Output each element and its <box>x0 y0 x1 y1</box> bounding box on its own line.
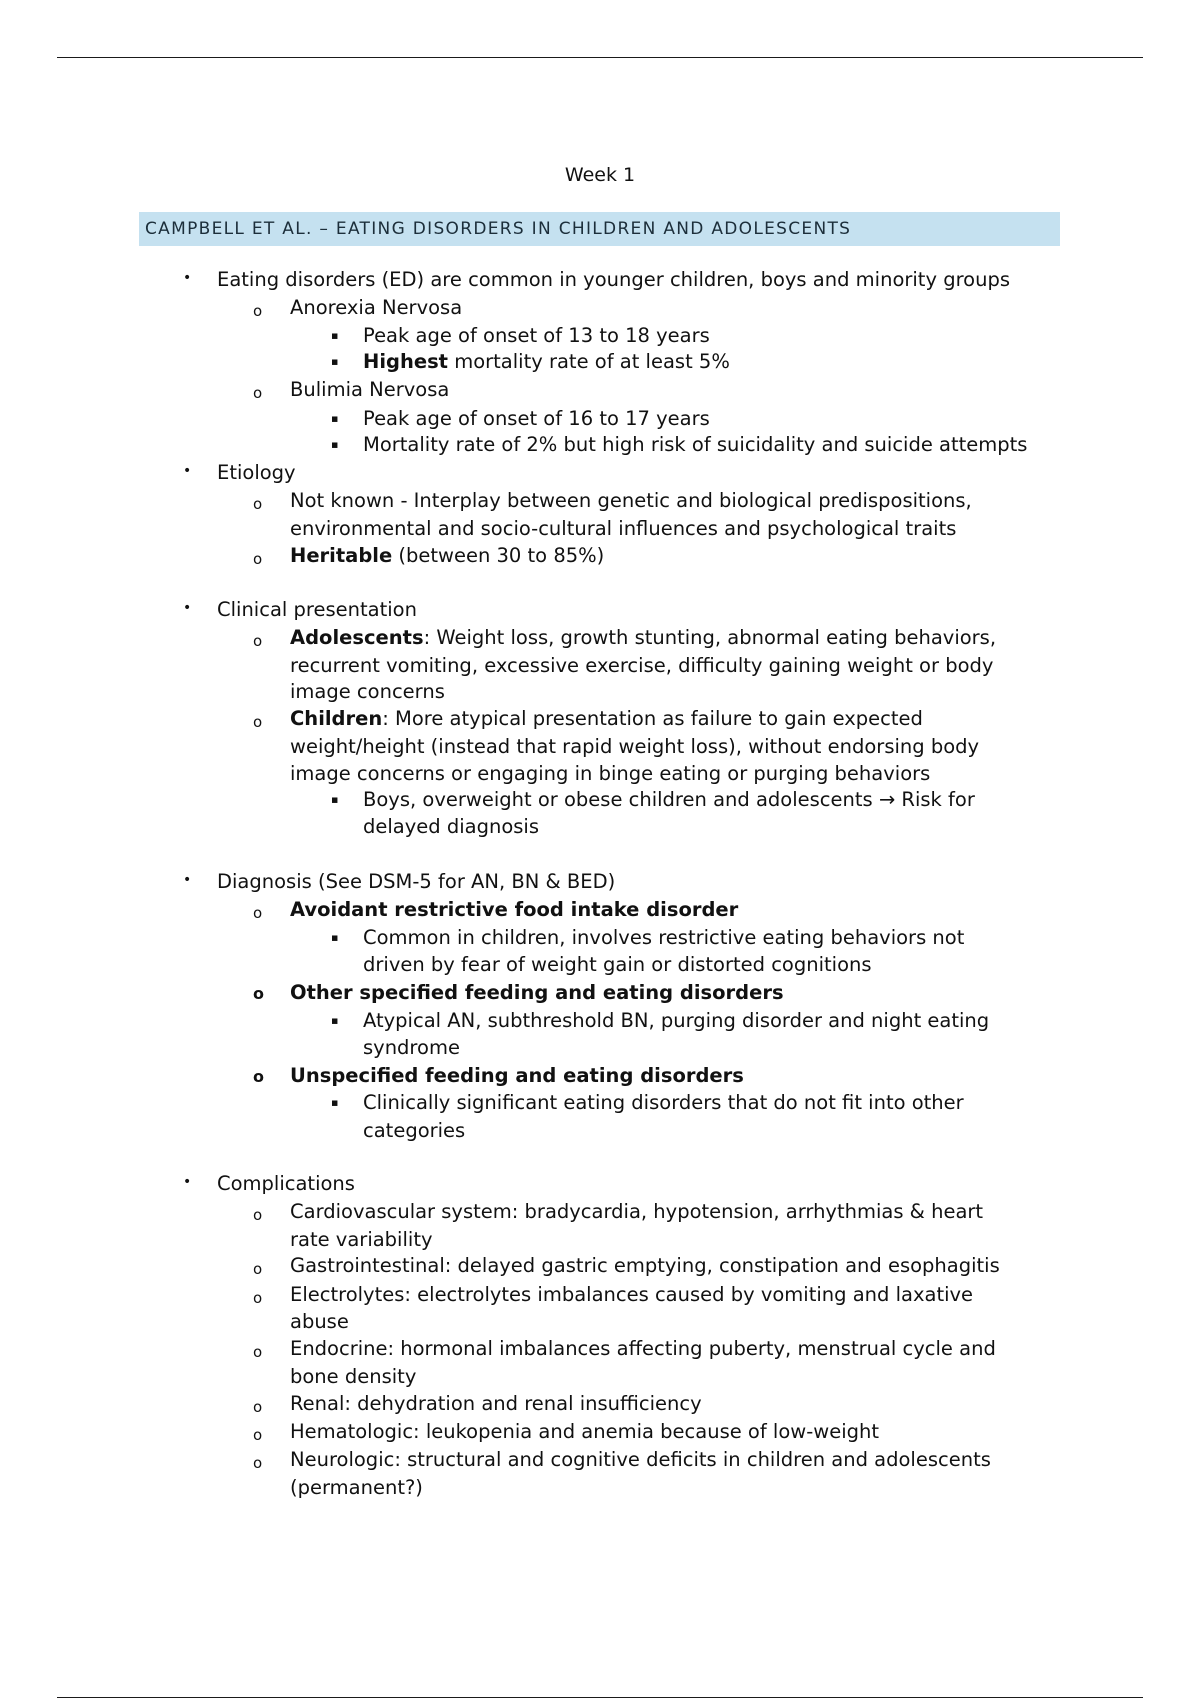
bullet-disc: • <box>183 463 192 479</box>
list-item: Not known - Interplay between genetic and biological predispositions, <box>290 489 972 512</box>
list-item: Peak age of onset of 13 to 18 years <box>363 324 710 347</box>
header-rule <box>57 57 1143 58</box>
list-item: Clinically significant eating disorders that do not fit into other <box>363 1091 964 1114</box>
list-item: Electrolytes: electrolytes imbalances caused by vomiting and laxative <box>290 1283 974 1306</box>
list-item: Atypical AN, subthreshold BN, purging disorder and night eating <box>363 1009 990 1032</box>
list-item: Bulimia Nervosa <box>290 378 450 401</box>
section-heading: CAMPBELL ET AL. – EATING DISORDERS IN CHILDREN AND ADOLESCENTS <box>139 212 1060 246</box>
bullet-square: ▪ <box>331 1014 339 1027</box>
list-item: Gastrointestinal: delayed gastric emptying, constipation and esophagitis <box>290 1254 1000 1277</box>
bullet-circle: o <box>253 302 263 320</box>
list-item-continuation: abuse <box>290 1310 349 1333</box>
bullet-square: ▪ <box>331 355 339 368</box>
list-item: Children: More atypical presentation as failure to gain expected <box>290 707 923 730</box>
bold-term: Highest <box>363 350 448 373</box>
list-item: Peak age of onset of 16 to 17 years <box>363 407 710 430</box>
bold-term: Heritable <box>290 544 393 567</box>
list-item: Neurologic: structural and cognitive deficits in children and adolescents <box>290 1448 991 1471</box>
list-item: Hematologic: leukopenia and anemia because of low-weight <box>290 1420 879 1443</box>
list-item-continuation: environmental and socio-cultural influences and psychological traits <box>290 517 957 540</box>
bullet-disc: • <box>183 1174 192 1190</box>
list-item: Common in children, involves restrictive eating behaviors not <box>363 926 965 949</box>
bullet-disc: • <box>183 872 192 888</box>
list-item: Renal: dehydration and renal insufficiency <box>290 1392 702 1415</box>
bold-term: Children <box>290 707 383 730</box>
bullet-disc: • <box>183 600 192 616</box>
list-item-continuation: (permanent?) <box>290 1476 423 1499</box>
list-item: Clinical presentation <box>217 598 417 621</box>
bullet-square: ▪ <box>331 412 339 425</box>
bullet-circle: o <box>253 550 263 568</box>
bullet-circle: o <box>253 632 263 650</box>
bold-term: Adolescents <box>290 626 424 649</box>
list-item-continuation: bone density <box>290 1365 417 1388</box>
list-item: Endocrine: hormonal imbalances affecting puberty, menstrual cycle and <box>290 1337 996 1360</box>
list-item: Diagnosis (See DSM-5 for AN, BN & BED) <box>217 870 616 893</box>
bullet-circle: o <box>253 1426 263 1444</box>
list-item: Heritable (between 30 to 85%) <box>290 544 605 567</box>
bullet-circle: o <box>253 1289 263 1307</box>
footer-rule <box>57 1697 1143 1698</box>
list-item-continuation: driven by fear of weight gain or distorted cognitions <box>363 953 872 976</box>
list-item-continuation: image concerns or engaging in binge eating or purging behaviors <box>290 762 931 785</box>
bullet-circle: o <box>253 1206 263 1224</box>
bullet-circle: o <box>253 1260 263 1278</box>
list-item: Eating disorders (ED) are common in younger children, boys and minority groups <box>217 268 1010 291</box>
bullet-circle: o <box>253 1454 263 1472</box>
bullet-circle: o <box>253 1067 264 1086</box>
list-item-continuation: recurrent vomiting, excessive exercise, difficulty gaining weight or body <box>290 654 994 677</box>
list-item: Highest mortality rate of at least 5% <box>363 350 730 373</box>
list-item-heading: Unspecified feeding and eating disorders <box>290 1064 744 1087</box>
list-item: Mortality rate of 2% but high risk of suicidality and suicide attempts <box>363 433 1028 456</box>
bullet-square: ▪ <box>331 1096 339 1109</box>
bullet-square: ▪ <box>331 329 339 342</box>
list-item: Etiology <box>217 461 296 484</box>
bullet-disc: • <box>183 270 192 286</box>
bullet-circle: o <box>253 495 263 513</box>
bullet-circle: o <box>253 1398 263 1416</box>
bullet-circle: o <box>253 904 263 922</box>
list-item-continuation: weight/height (instead that rapid weight loss), without endorsing body <box>290 735 980 758</box>
list-item-continuation: rate variability <box>290 1228 433 1251</box>
list-item-continuation: categories <box>363 1119 466 1142</box>
bullet-circle: o <box>253 1343 263 1361</box>
page-title: Week 1 <box>564 164 636 186</box>
list-item: Cardiovascular system: bradycardia, hypotension, arrhythmias & heart <box>290 1200 984 1223</box>
list-item-heading: Avoidant restrictive food intake disorder <box>290 898 739 921</box>
list-item: Anorexia Nervosa <box>290 296 463 319</box>
list-item: Adolescents: Weight loss, growth stunting, abnormal eating behaviors, <box>290 626 997 649</box>
list-item: Boys, overweight or obese children and adolescents → Risk for <box>363 788 975 811</box>
list-item-continuation: delayed diagnosis <box>363 815 540 838</box>
bullet-square: ▪ <box>331 438 339 451</box>
bullet-circle: o <box>253 984 264 1003</box>
list-item-heading: Other specified feeding and eating disorders <box>290 981 784 1004</box>
bullet-circle: o <box>253 384 263 402</box>
list-item-continuation: syndrome <box>363 1036 460 1059</box>
bullet-square: ▪ <box>331 931 339 944</box>
bullet-square: ▪ <box>331 793 339 806</box>
list-item-continuation: image concerns <box>290 680 445 703</box>
list-item: Complications <box>217 1172 355 1195</box>
bullet-circle: o <box>253 713 263 731</box>
